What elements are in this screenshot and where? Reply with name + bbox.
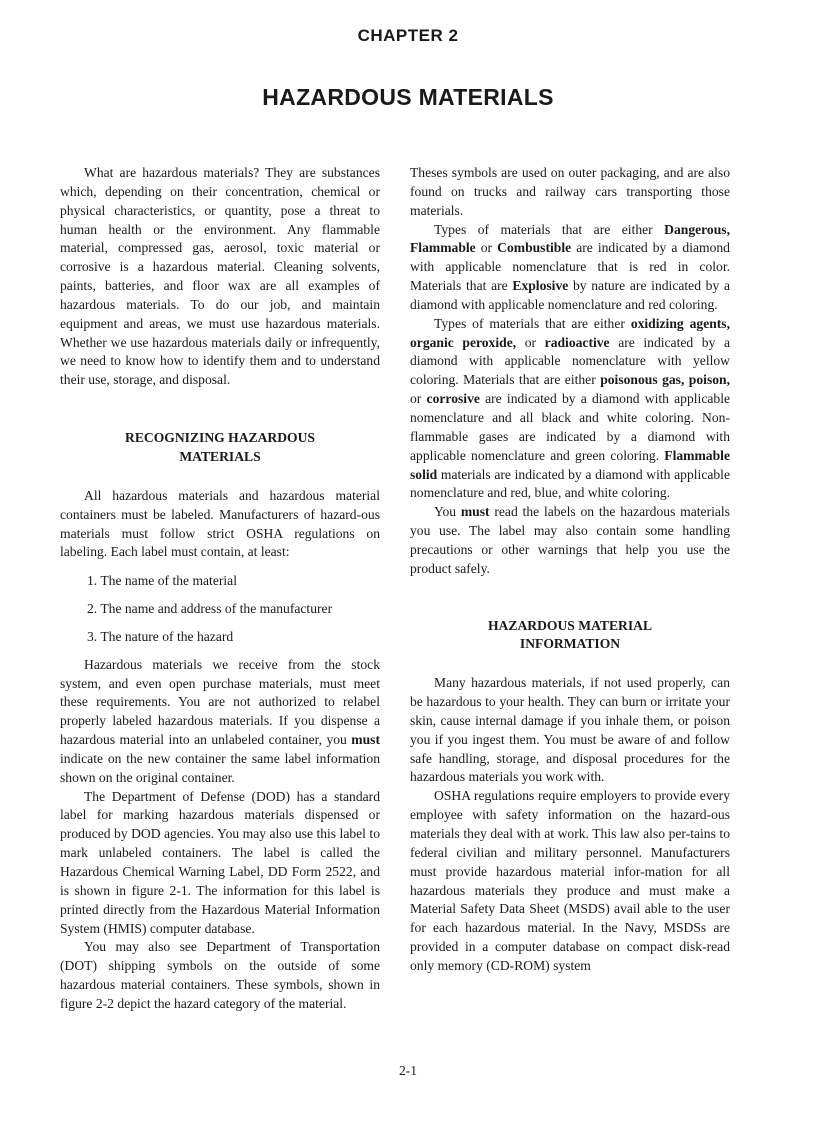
types-paragraph-red	[410, 221, 730, 315]
emphasis-must: must	[460, 504, 490, 520]
section-heading-recognizing	[60, 429, 380, 467]
section-heading-line: INFORMATION	[519, 636, 621, 652]
page-title: HAZARDOUS MATERIALS	[262, 84, 554, 110]
emphasis: organic peroxide,	[410, 334, 517, 350]
stock-paragraph	[60, 656, 380, 788]
text-run: are indicated by a diamond with applicable nomenclature and all black and white coloring. Non-flammable gases are indicated by a diamond with applicable nomenclature and green coloring.	[410, 391, 731, 463]
section-heading-line: HAZARDOUS MATERIAL	[487, 617, 653, 633]
page-number: 2-1	[398, 1063, 418, 1078]
dot-paragraph: You may also see Department of Transportation (DOT) shipping symbols on the outside of some hazardous material containers. These symbols, shown in figure 2-2 depict the hazard category of the material.	[60, 939, 380, 1011]
text-run: Types of materials that are either	[434, 315, 625, 331]
emphasis: Combustible	[497, 240, 572, 256]
text-run: Hazardous materials we receive from the stock system, and even open purchase materials, must meet these requirements. You are not authorized to relabel properly labeled hazardous materials. If you dispense a hazardous material into an unlabeled container, you	[60, 656, 380, 748]
emphasis: Flammable solid	[410, 447, 730, 482]
chapter-label: CHAPTER 2	[357, 26, 459, 45]
symbols-paragraph: Theses symbols are used on outer packaging, and are also found on trucks and railway cars transporting those materials.	[410, 165, 730, 218]
types-paragraph-other	[410, 315, 730, 503]
section-heading-line: MATERIALS	[179, 448, 261, 464]
text-run: are indicated by a diamond with applicable nomenclature with yellow coloring. Materials that are either	[410, 334, 730, 388]
text-run: materials are indicated by a diamond with applicable nomenclature and red, blue, and white coloring.	[410, 466, 730, 501]
text-run: or	[524, 334, 537, 350]
text-run: or	[410, 391, 422, 407]
dod-paragraph: The Department of Defense (DOD) has a standard label for marking hazardous materials dispensed or produced by DOD agencies. You may also use this label to mark unlabeled containers. The label is called the Hazardous Chemical Warning Label, DD Form 2522, and is shown in figure 2-1. The information for this label is printed directly from the Hazardous Material Information System (HMIS) computer database.	[60, 788, 380, 936]
emphasis: Explosive	[512, 278, 569, 294]
emphasis: poisonous gas, poison,	[600, 372, 730, 388]
emphasis: Dangerous,	[664, 221, 730, 237]
right-column	[410, 164, 730, 976]
text-run: indicate on the new container the same label information shown on the original container.	[60, 750, 380, 785]
text-run: by nature are indicated by a diamond with applicable nomenclature and red coloring.	[410, 278, 730, 312]
list-item: 1. The name of the material	[87, 573, 237, 589]
text-run: read the labels on the hazardous materials you use. The label may also contain some handling precautions or other warnings that help you use the product safely.	[410, 504, 730, 576]
text-run: You	[434, 504, 457, 520]
info-paragraph: Many hazardous materials, if not used properly, can be hazardous to your health. They can burn or irritate your skin, cause internal damage if you inhale them, or poison you if you ingest them. You must be aware of and follow safe handling, storage, and disposal procedures for the hazardous materials you work with.	[410, 675, 730, 785]
text-run: are indicated by a diamond with applicable nomenclature that is red in color. Materials that are	[410, 240, 730, 294]
osha-paragraph: OSHA regulations require employers to provide every employee with safety information on the hazard-ous materials they deal with at work. This law also per-tains to federal civilian and military personnel. Manufacturers must provide hazardous material infor-mation for all hazardous materials they produce and must make a Material Safety Data Sheet (MSDS) avail able to the user for each hazardous material. In the Navy, MSDSs are provided in a computer database on compact disk-read only memory (CD-ROM) system	[410, 788, 730, 973]
text-run: or	[480, 240, 493, 256]
section-heading-information	[410, 617, 730, 655]
text-run: Types of materials that are either	[434, 221, 653, 237]
left-column	[60, 164, 380, 1014]
intro-paragraph: What are hazardous materials? They are substances which, depending on their concentration, chemical or physical characteristics, or quantity, pose a threat to human health or the environment. Any flammable material, compressed gas, aerosol, toxic material or corrosive is a hazardous material. Cleaning solvents, paints, batteries, and floor wax are all examples of hazardous materials. To do our job, and maintain equipment and areas, we must use hazardous materials. Whether we use hazardous materials daily or infrequently, we need to know how to identify them and to understand their use, storage, and disposal.	[60, 165, 380, 388]
list-item: 3. The nature of the hazard	[87, 628, 234, 644]
emphasis-must: must	[351, 732, 380, 748]
section-heading-line: RECOGNIZING HAZARDOUS	[125, 430, 315, 446]
must-read-paragraph	[410, 503, 730, 578]
list-item: 2. The name and address of the manufacturer	[87, 601, 333, 617]
emphasis: corrosive	[426, 391, 480, 407]
emphasis: Flammable	[410, 240, 476, 256]
labels-paragraph: All hazardous materials and hazardous material containers must be labeled. Manufacturers of hazard-ous materials must follow strict OSHA regulations on labeling. Each label must contain, at least:	[60, 487, 380, 560]
emphasis: oxidizing agents,	[630, 315, 730, 331]
emphasis: radioactive	[544, 334, 610, 350]
